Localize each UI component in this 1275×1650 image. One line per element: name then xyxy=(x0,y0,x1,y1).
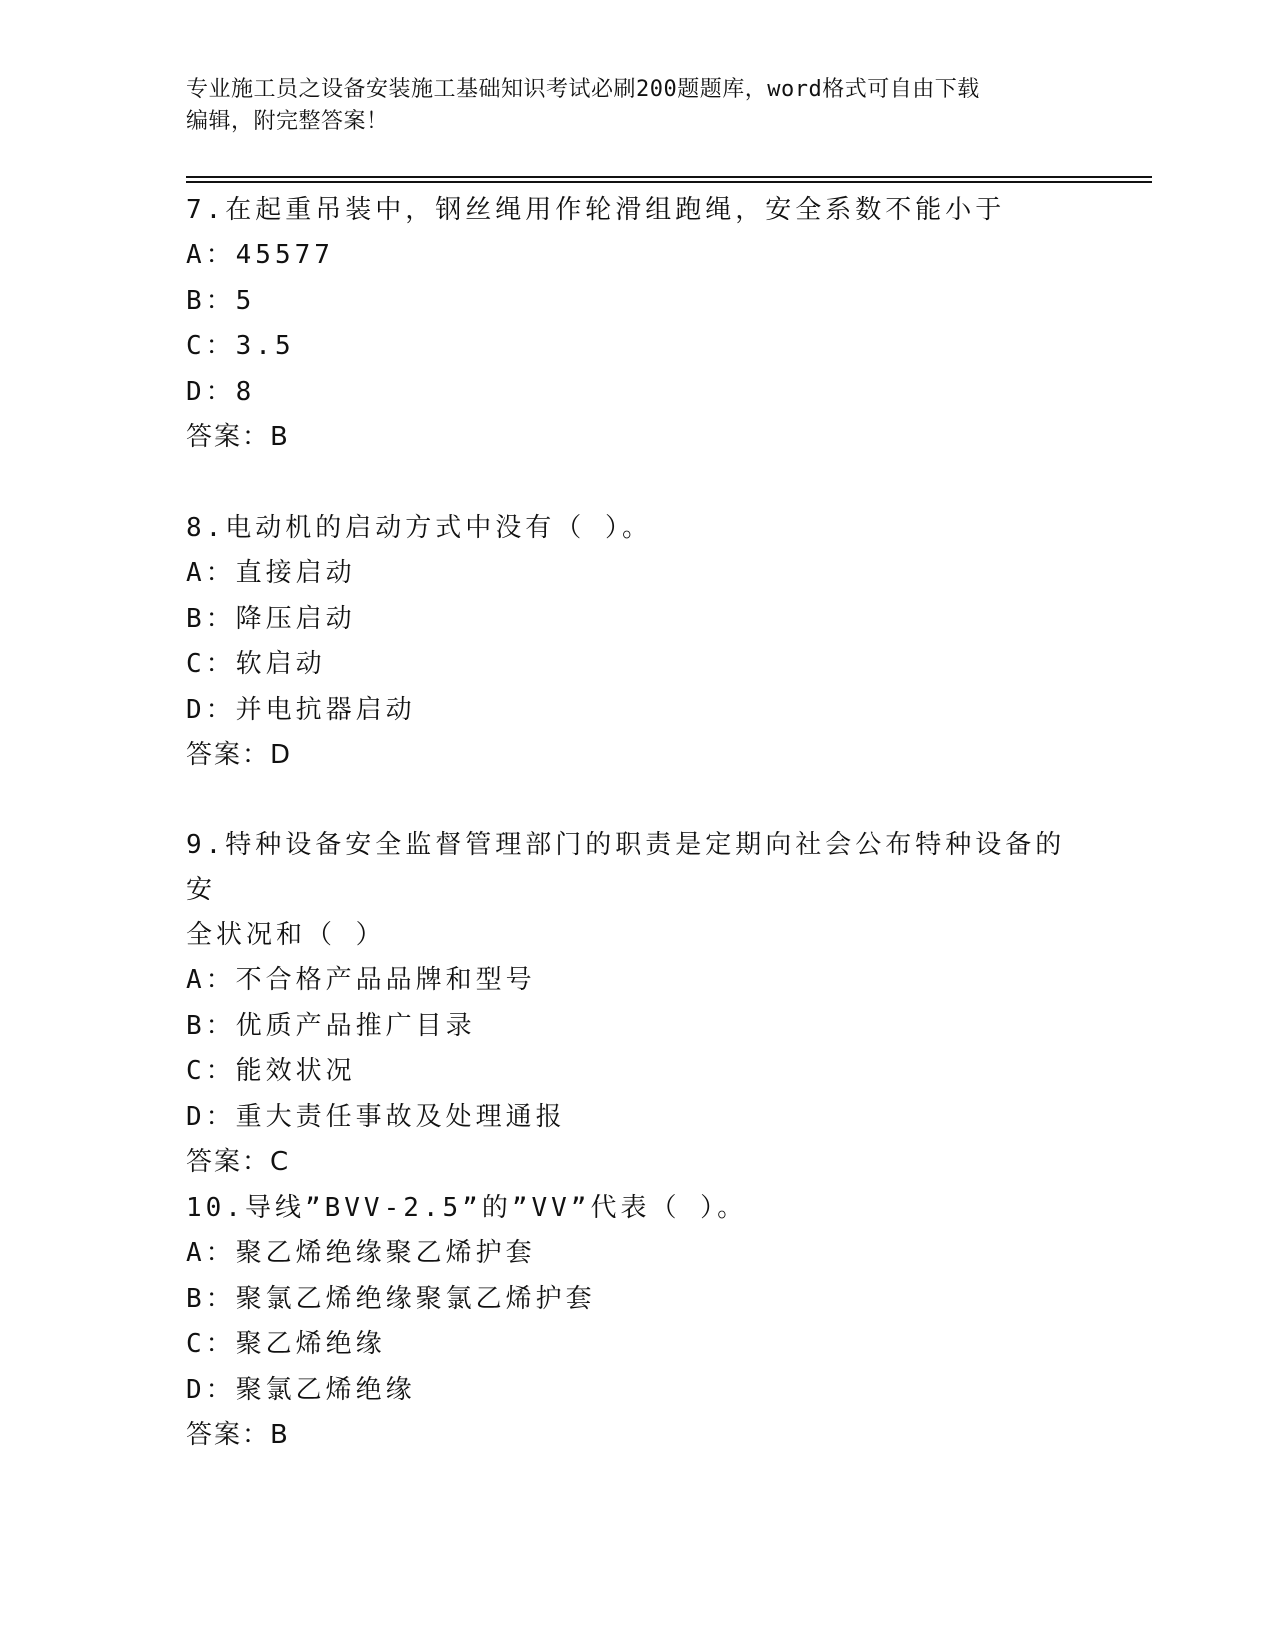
question-stem: 10.导线”BVV-2.5”的”VV”代表（ ）。 xyxy=(186,1193,748,1223)
option-a: A：直接启动 xyxy=(186,558,356,588)
answer-line: 答案：C xyxy=(186,1147,291,1177)
question-stem: 8.电动机的启动方式中没有（ ）。 xyxy=(186,513,652,543)
document-header xyxy=(186,74,1066,138)
option-d: D：8 xyxy=(186,376,256,407)
option-a: A：聚乙烯绝缘聚乙烯护套 xyxy=(186,1238,536,1268)
option-d: D：聚氯乙烯绝缘 xyxy=(186,1374,416,1405)
option-a: A：不合格产品品牌和型号 xyxy=(186,965,536,995)
option-b: B：5 xyxy=(186,285,256,316)
header-title-line-2: 编辑，附完整答案！ xyxy=(186,109,389,134)
option-d: D：重大责任事故及处理通报 xyxy=(186,1101,566,1132)
header-divider-top xyxy=(186,176,1152,178)
question-stem-line-1: 9.特种设备安全监督管理部门的职责是定期向社会公布特种设备的安 xyxy=(186,830,1066,905)
option-d: D：并电抗器启动 xyxy=(186,694,416,725)
option-b: B：优质产品推广目录 xyxy=(186,1010,476,1041)
answer-line: 答案：D xyxy=(186,740,293,770)
question-stem: 7.在起重吊装中，钢丝绳用作轮滑组跑绳，安全系数不能小于 xyxy=(186,195,1006,225)
option-c: C：能效状况 xyxy=(186,1056,356,1086)
question-10 xyxy=(186,1186,1086,1458)
question-7 xyxy=(186,188,1086,460)
question-9 xyxy=(186,823,1086,1185)
option-c: C：3.5 xyxy=(186,331,295,361)
option-a: A：45577 xyxy=(186,240,334,270)
option-b: B：聚氯乙烯绝缘聚氯乙烯护套 xyxy=(186,1283,596,1314)
option-c: C：软启动 xyxy=(186,649,326,679)
question-8 xyxy=(186,506,1086,778)
answer-line: 答案：B xyxy=(186,1420,290,1450)
header-divider-bottom xyxy=(186,181,1152,183)
header-title-line-1: 专业施工员之设备安装施工基础知识考试必刷200题题库，word格式可自由下载 xyxy=(186,77,980,102)
option-c: C：聚乙烯绝缘 xyxy=(186,1329,386,1359)
answer-line: 答案：B xyxy=(186,422,290,452)
option-b: B：降压启动 xyxy=(186,603,356,634)
question-stem-line-2: 全状况和（ ） xyxy=(186,920,386,950)
